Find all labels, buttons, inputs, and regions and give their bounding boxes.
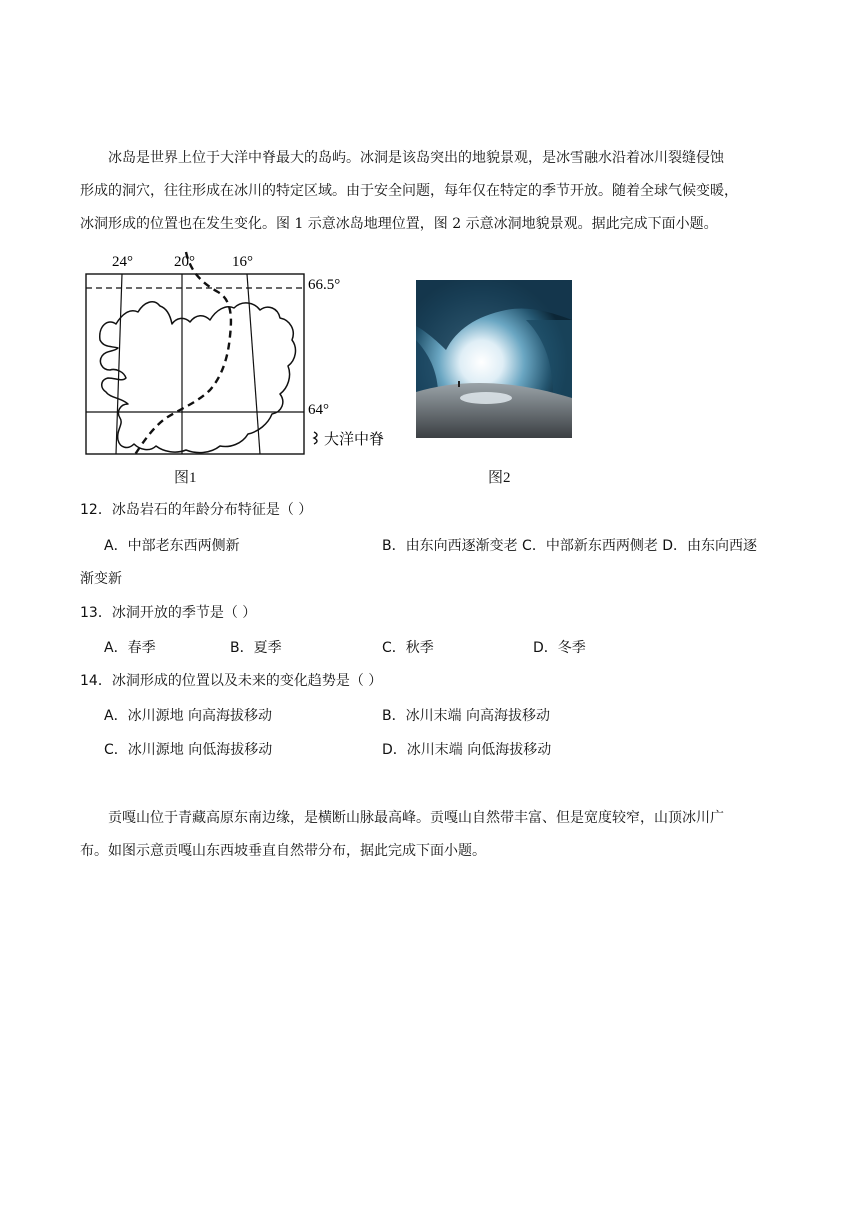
q14-option-a: A．冰川源地 向高海拔移动 [104, 708, 273, 724]
q12-stem: 12．冰岛岩石的年龄分布特征是（ ） [80, 502, 313, 518]
lon-label-20: 20° [174, 254, 195, 270]
intro-paragraph-iceland [80, 142, 792, 241]
q13-option-c: C．秋季 [382, 640, 434, 656]
figure1-caption: 图1 [174, 470, 197, 486]
q14-option-b: B．冰川末端 向高海拔移动 [382, 708, 551, 724]
lat-label-64: 64° [308, 402, 329, 418]
q12-option-d-continued: 渐变新 [80, 571, 122, 587]
intro-line-2: 形成的洞穴，往往形成在冰川的特定区域。由于安全问题，每年仅在特定的季节开放。随着全球气候变暖， [80, 183, 738, 199]
figure-row [82, 248, 602, 488]
lon-label-24: 24° [112, 254, 133, 270]
figure2-caption: 图2 [488, 470, 511, 486]
q14-stem: 14．冰洞形成的位置以及未来的变化趋势是（ ） [80, 673, 383, 689]
iceland-map [82, 248, 412, 488]
ridge-label: 大洋中脊 [324, 430, 385, 448]
q13-option-a: A．春季 [104, 640, 156, 656]
lon-16-line [247, 274, 260, 454]
intro2-line-2: 布。如图示意贡嘎山东西坡垂直自然带分布，据此完成下面小题。 [80, 843, 486, 859]
q13-option-d: D．冬季 [533, 640, 586, 656]
intro-line-1: 冰岛是世界上位于大洋中脊最大的岛屿。冰洞是该岛突出的地貌景观，是冰雪融水沿着冰川裂缝侵蚀 [108, 150, 724, 166]
ice-cave-photo [416, 280, 572, 438]
q14-option-c: C．冰川源地 向低海拔移动 [104, 742, 273, 758]
intro-line-3: 冰洞形成的位置也在发生变化。图 1 示意冰岛地理位置，图 2 示意冰洞地貌景观。据此完成下面小题。 [80, 216, 718, 232]
lon-label-16: 16° [232, 254, 253, 270]
ridge-legend-symbol [314, 432, 317, 444]
q13-option-b: B．夏季 [230, 640, 282, 656]
q14-option-d: D．冰川末端 向低海拔移动 [382, 742, 552, 758]
intro-paragraph-gongga [80, 802, 792, 868]
q12-option-b-c-d: B．由东向西逐渐变老 C．中部新东西两侧老 D．由东向西逐 [382, 538, 758, 554]
q13-stem: 13．冰洞开放的季节是（ ） [80, 605, 257, 621]
lat-label-66-5: 66.5° [308, 277, 341, 293]
iceland-coastline [100, 302, 296, 453]
lon-24-line [116, 274, 122, 454]
q12-option-a: A．中部老东西两侧新 [104, 538, 240, 554]
intro2-line-1: 贡嘎山位于青藏高原东南边缘，是横断山脉最高峰。贡嘎山自然带丰富、但是宽度较窄，山顶冰川广 [108, 810, 724, 826]
